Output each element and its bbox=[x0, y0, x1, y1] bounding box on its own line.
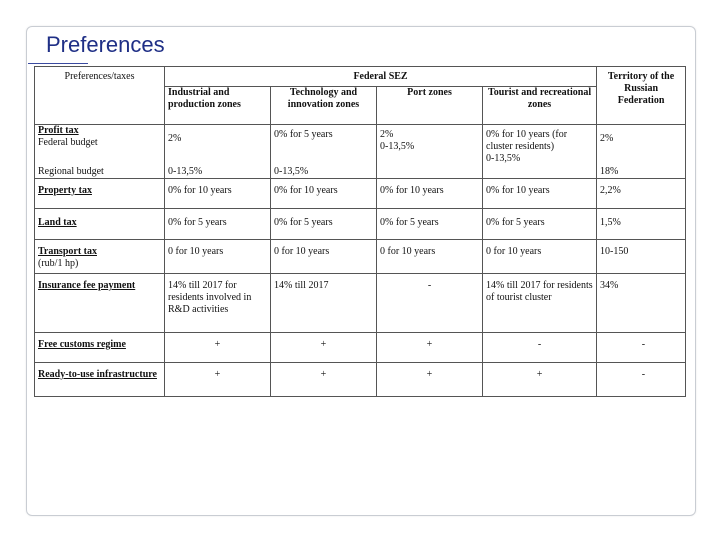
table-cell: 0% for 10 years bbox=[483, 179, 597, 209]
table-cell: + bbox=[377, 333, 483, 363]
table-cell: 0 for 10 years bbox=[165, 240, 271, 274]
slide-title: Preferences bbox=[46, 32, 165, 57]
table-cell: 14% till 2017 bbox=[271, 274, 377, 333]
table-row-transport-tax bbox=[35, 240, 686, 274]
table-cell: - bbox=[597, 333, 686, 363]
federal-budget-label: Federal budget bbox=[38, 137, 98, 148]
zone-header-tourist: Tourist and recreational zones bbox=[483, 87, 597, 125]
table-cell: 0% for 5 years bbox=[165, 209, 271, 240]
table-cell: 0% for 10 years bbox=[165, 179, 271, 209]
table-cell: 34% bbox=[597, 274, 686, 333]
transport-tax-label: Transport tax bbox=[38, 246, 97, 257]
table-cell: 0-13,5% bbox=[380, 141, 415, 152]
row-label-infrastructure: Ready-to-use infrastructure bbox=[35, 363, 165, 397]
table-cell: 0 for 10 years bbox=[377, 240, 483, 274]
table-cell: 1,5% bbox=[597, 209, 686, 240]
table-cell: + bbox=[271, 333, 377, 363]
table-cell: + bbox=[377, 363, 483, 397]
table-row-insurance bbox=[35, 274, 686, 333]
zone-header-port: Port zones bbox=[377, 87, 483, 125]
table-cell: - bbox=[483, 333, 597, 363]
transport-tax-unit: (rub/1 hp) bbox=[38, 258, 79, 269]
table-cell: + bbox=[165, 333, 271, 363]
table-cell: 2% bbox=[165, 125, 271, 161]
table-cell: 0% for 5 years bbox=[483, 209, 597, 240]
row-label-profit-tax bbox=[35, 125, 165, 161]
table-cell: - bbox=[597, 363, 686, 397]
table-cell: 0 for 10 years bbox=[483, 240, 597, 274]
table-row-customs bbox=[35, 333, 686, 363]
table-row-property-tax bbox=[35, 179, 686, 209]
row-label-land-tax: Land tax bbox=[35, 209, 165, 240]
table-cell: 0% for 5 years bbox=[377, 209, 483, 240]
preferences-table bbox=[34, 66, 686, 397]
table-cell: 0-13,5% bbox=[165, 161, 271, 179]
table-cell: 10-150 bbox=[597, 240, 686, 274]
table-cell: 14% till 2017 for residents of tourist cluster bbox=[483, 274, 597, 333]
table-cell-port-profit bbox=[377, 125, 483, 179]
row-label-insurance: Insurance fee payment bbox=[35, 274, 165, 333]
table-cell: 0-13,5% bbox=[486, 153, 521, 164]
table-cell: - bbox=[377, 274, 483, 333]
row-label-transport-tax bbox=[35, 240, 165, 274]
table-cell: 0 for 10 years bbox=[271, 240, 377, 274]
table-cell: 0% for 5 years bbox=[271, 209, 377, 240]
row-label-customs: Free customs regime bbox=[35, 333, 165, 363]
table-cell: 0% for 5 years bbox=[271, 125, 377, 161]
zone-header-technology: Technology and innovation zones bbox=[271, 87, 377, 125]
table-cell-tourist-profit bbox=[483, 125, 597, 179]
header-row-1 bbox=[35, 67, 686, 87]
table-cell: 0% for 10 years bbox=[377, 179, 483, 209]
table-row-land-tax bbox=[35, 209, 686, 240]
table-row-profit-federal bbox=[35, 125, 686, 161]
corner-header: Preferences/taxes bbox=[35, 67, 165, 125]
table-cell: 2% bbox=[380, 129, 394, 140]
table-cell: 0-13,5% bbox=[271, 161, 377, 179]
table-cell: 14% till 2017 for residents involved in R&D activities bbox=[165, 274, 271, 333]
table-cell: 0% for 10 years (for cluster residents) bbox=[486, 129, 568, 152]
table-cell: + bbox=[483, 363, 597, 397]
table-cell: 2% bbox=[597, 125, 686, 161]
table-cell: 2,2% bbox=[597, 179, 686, 209]
table-cell: + bbox=[165, 363, 271, 397]
table-cell: 0% for 10 years bbox=[271, 179, 377, 209]
zone-header-industrial: Industrial and production zones bbox=[165, 87, 271, 125]
table-cell: + bbox=[271, 363, 377, 397]
table-cell: 18% bbox=[597, 161, 686, 179]
federal-sez-header: Federal SEZ bbox=[165, 67, 597, 87]
title-underline bbox=[28, 63, 88, 64]
territory-header: Territory of the Russian Federation bbox=[597, 67, 686, 125]
regional-budget-label: Regional budget bbox=[35, 161, 165, 179]
table-row-infrastructure bbox=[35, 363, 686, 397]
row-label-property-tax: Property tax bbox=[35, 179, 165, 209]
profit-tax-label: Profit tax bbox=[38, 125, 79, 136]
